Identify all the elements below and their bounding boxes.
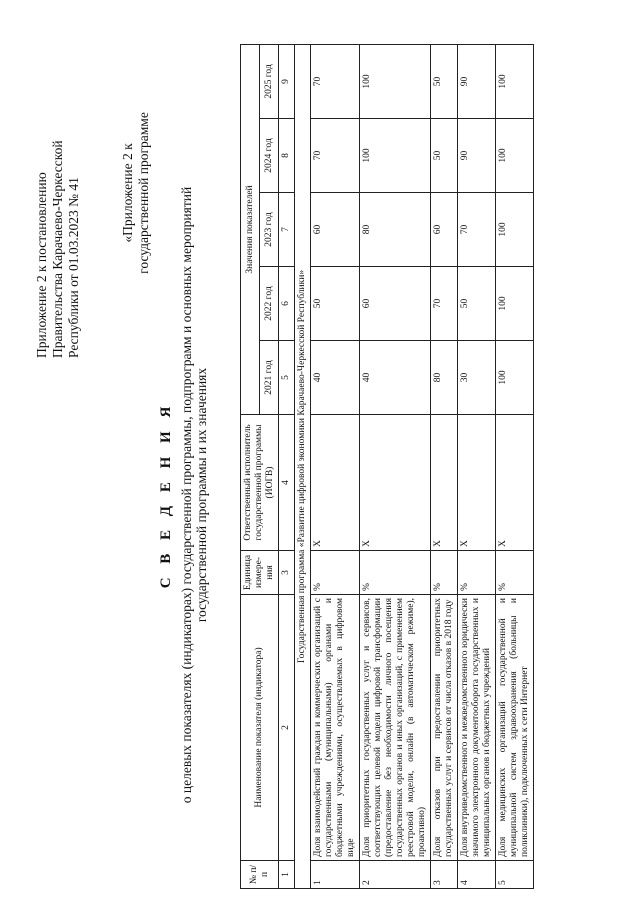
header-year: 2021 год bbox=[260, 341, 279, 415]
header-year: 2025 год bbox=[260, 44, 279, 118]
row-value: 100 bbox=[496, 267, 534, 341]
row-value: 80 bbox=[431, 341, 458, 415]
row-value: 100 bbox=[496, 193, 534, 267]
row-num: 5 bbox=[496, 861, 534, 889]
header-line: Республики от 01.03.2023 № 41 bbox=[66, 177, 81, 358]
table-row bbox=[311, 44, 360, 888]
header-year: 2022 год bbox=[260, 267, 279, 341]
resolution-appendix-header bbox=[34, 108, 82, 358]
row-unit: % bbox=[496, 551, 534, 595]
header-values: Значения показателей bbox=[241, 44, 260, 414]
row-indicator-name: Доля взаимодействий граждан и коммерческих организаций с государственными (муниципальными) органами и бюджетными учреждениями, осуществляемых в цифровом виде bbox=[311, 595, 360, 861]
row-num: 3 bbox=[431, 861, 458, 889]
header-num: № п/п bbox=[241, 861, 279, 889]
column-index: 7 bbox=[279, 193, 295, 267]
row-value: 70 bbox=[311, 119, 360, 193]
row-value: 70 bbox=[311, 44, 360, 118]
row-executor: Х bbox=[311, 415, 360, 551]
document-subtitle: государственной программы и их значениях bbox=[194, 367, 209, 623]
document-subtitle: о целевых показателях (индикаторах) государственной программы, подпрограмм и основных мероприятий bbox=[179, 186, 194, 804]
row-unit: % bbox=[360, 551, 431, 595]
column-index-row bbox=[279, 44, 295, 888]
row-value: 100 bbox=[496, 341, 534, 415]
header-year: 2024 год bbox=[260, 119, 279, 193]
row-value: 60 bbox=[311, 193, 360, 267]
row-value: 100 bbox=[360, 119, 431, 193]
row-value: 70 bbox=[431, 267, 458, 341]
table-row bbox=[360, 44, 431, 888]
row-value: 70 bbox=[458, 193, 496, 267]
column-index: 3 bbox=[279, 551, 295, 595]
column-index: 2 bbox=[279, 595, 295, 861]
column-index: 5 bbox=[279, 341, 295, 415]
row-indicator-name: Доля внутриведомственного и межведомственного юридически значимого электронного документооборота государственных и муниципальных органов и бюджетных учреждений bbox=[458, 595, 496, 861]
row-value: 80 bbox=[360, 193, 431, 267]
header-line: Приложение 2 к постановлению bbox=[34, 172, 49, 358]
row-value: 60 bbox=[360, 267, 431, 341]
row-unit: % bbox=[431, 551, 458, 595]
row-value: 60 bbox=[431, 193, 458, 267]
row-num: 2 bbox=[360, 861, 431, 889]
row-unit: % bbox=[458, 551, 496, 595]
program-appendix-header bbox=[120, 108, 152, 278]
header-unit: Единица измере-ния bbox=[241, 551, 279, 595]
table-row bbox=[431, 44, 458, 888]
header-name: Наименование показателя (индикатора) bbox=[241, 595, 279, 861]
row-value: 50 bbox=[458, 267, 496, 341]
row-executor: Х bbox=[458, 415, 496, 551]
column-index: 4 bbox=[279, 415, 295, 551]
table-row bbox=[458, 44, 496, 888]
row-indicator-name: Доля медицинских организаций государственной и муниципальной систем здравоохранения (больницы и поликлиники), подключенных к сети Интернет bbox=[496, 595, 534, 861]
row-indicator-name: Доля отказов при предоставлении приоритетных государственных услуг и сервисов от числа отказов в 2018 году bbox=[431, 595, 458, 861]
row-value: 90 bbox=[458, 119, 496, 193]
row-unit: % bbox=[311, 551, 360, 595]
row-value: 100 bbox=[496, 119, 534, 193]
row-indicator-name: Доля приоритетных государственных услуг и сервисов, соответствующих целевой модели цифровой трансформации (предоставление без необходимости личного посещения государственных органов и иных организаций, с применением реестровой модели, онлайн (в автоматическом режиме), проактивно) bbox=[360, 595, 431, 861]
row-value: 100 bbox=[496, 44, 534, 118]
row-value: 90 bbox=[458, 44, 496, 118]
column-index: 9 bbox=[279, 44, 295, 118]
column-index: 1 bbox=[279, 861, 295, 889]
indicators-table bbox=[240, 44, 534, 889]
program-title: Государственная программа «Развитие цифровой экономики Карачаево-Черкесской Республики» bbox=[295, 44, 311, 888]
row-value: 40 bbox=[311, 341, 360, 415]
row-executor: Х bbox=[360, 415, 431, 551]
row-value: 30 bbox=[458, 341, 496, 415]
row-num: 1 bbox=[311, 861, 360, 889]
document-title: С В Е Д Е Н И Я bbox=[158, 401, 174, 589]
header-executor: Ответственный исполнитель государственной программы (ИОГВ) bbox=[241, 415, 279, 551]
row-value: 50 bbox=[311, 267, 360, 341]
row-value: 50 bbox=[431, 119, 458, 193]
appendix-line: государственной программе bbox=[136, 112, 151, 274]
row-executor: Х bbox=[496, 415, 534, 551]
row-value: 50 bbox=[431, 44, 458, 118]
title-block bbox=[158, 185, 209, 805]
header-year: 2023 год bbox=[260, 193, 279, 267]
table-row bbox=[496, 44, 534, 888]
row-value: 100 bbox=[360, 44, 431, 118]
row-executor: Х bbox=[431, 415, 458, 551]
program-row bbox=[295, 44, 311, 888]
column-index: 8 bbox=[279, 119, 295, 193]
row-num: 4 bbox=[458, 861, 496, 889]
row-value: 40 bbox=[360, 341, 431, 415]
column-index: 6 bbox=[279, 267, 295, 341]
appendix-line: «Приложение 2 к bbox=[120, 143, 135, 243]
header-line: Правительства Карачаево-Черкесской bbox=[50, 140, 65, 358]
